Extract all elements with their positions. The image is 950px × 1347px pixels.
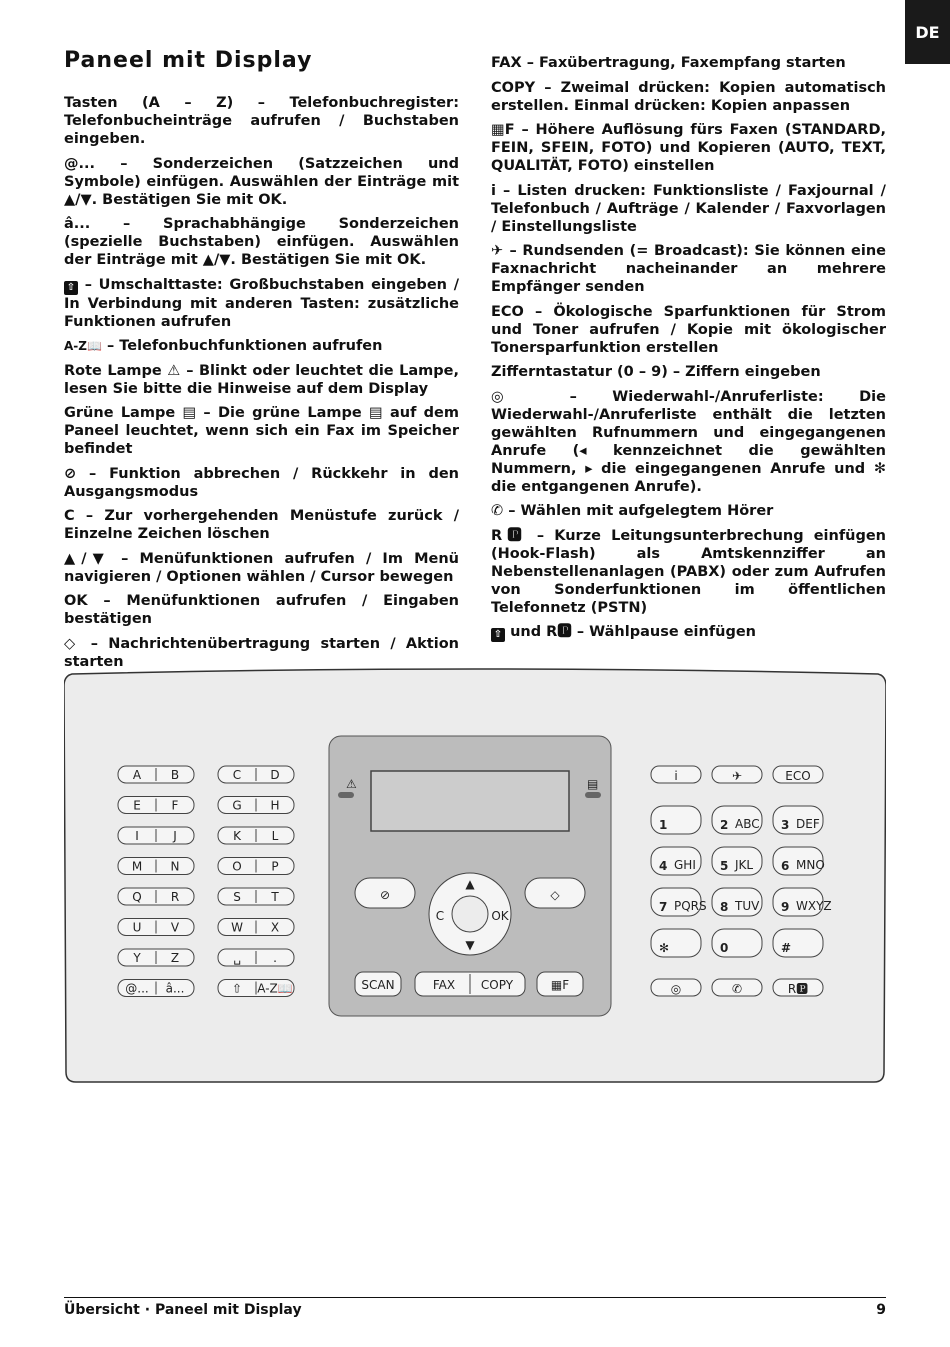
hook-desc: – Wählen mit aufgelegtem Hörer — [508, 503, 774, 519]
info-item — [491, 182, 886, 236]
digit-label: 8 — [720, 900, 729, 914]
shift-icon: ⇧ — [64, 281, 78, 295]
letter-key-label: F — [171, 798, 179, 813]
resolution-icon: ▦F — [491, 122, 515, 138]
letter-key-label: . — [273, 951, 277, 965]
letter-key-label: L — [271, 829, 279, 843]
stop-item — [64, 465, 459, 501]
umschalt-item — [64, 276, 459, 331]
letter-key-label: ⇧ — [231, 981, 243, 996]
resolution-label: ▦F — [550, 978, 570, 992]
start-item — [64, 635, 459, 671]
fax-label: FAX — [432, 978, 456, 992]
start-icon: ◇ — [64, 635, 81, 652]
green-lamp-icon: ▤ — [587, 777, 599, 791]
stop-desc: – Funktion abbrechen / Rückkehr in den Ausgangsmodus — [64, 465, 459, 500]
letter-key-label: @... — [125, 981, 149, 996]
digit-label: 7 — [659, 900, 668, 914]
letter-key-label: X — [270, 920, 280, 935]
broadcast-desc: – Rundsenden (= Broadcast): Sie können eine Faxnachricht nacheinander an mehrere Empfänger senden — [491, 243, 886, 295]
shift-icon: ⇧ — [491, 628, 505, 642]
letter-key-label: W — [231, 920, 243, 935]
nav-desc: ▲/▼ – Menüfunktionen aufrufen / Im Menü navigieren / Optionen wählen / Cursor bewegen — [64, 550, 459, 585]
scan-label: SCAN — [361, 978, 395, 992]
az-desc: – Telefonbuchfunktionen aufrufen — [106, 338, 383, 354]
letter-key-label: V — [170, 920, 180, 935]
fax-desc: FAX – Faxübertragung, Faxempfang starten — [491, 55, 846, 71]
letter-key-label: I — [135, 829, 139, 843]
ok-key-label: OK — [491, 909, 509, 923]
letter-key-label: Q — [132, 890, 142, 904]
red-lamp-icon: ⚠ — [346, 777, 357, 791]
down-arrow-icon: ▼ — [465, 938, 475, 952]
start-desc: – Nachrichtenübertragung starten / Aktion starten — [64, 635, 459, 670]
stop-icon: ⊘ — [64, 465, 77, 482]
res-item — [491, 121, 886, 175]
letter-key-label: K — [233, 829, 241, 843]
page-title: Paneel mit Display — [64, 48, 313, 73]
digit-label: 0 — [720, 941, 729, 955]
broadcast-icon: ✈ — [491, 243, 504, 259]
handset-icon: ✆ — [491, 503, 504, 519]
digit-letters: GHI — [674, 858, 696, 872]
page-number: 9 — [876, 1302, 886, 1318]
redial-item — [491, 388, 886, 496]
bottom-key-label: R🅿 — [787, 982, 809, 996]
gruene-desc: Grüne Lampe ▤ – Die grüne Lampe ▤ auf dem Paneel leuchtet, wenn sich ein Fax im Speicher befindet — [64, 405, 459, 457]
res-desc: – Höhere Auflösung fürs Faxen (STANDARD, FEIN, SFEIN, FOTO) und Kopieren (AUTO, TEXT, QUALITÄT, FOTO) einstellen — [491, 122, 886, 174]
redial-icon: ◎ — [491, 388, 535, 405]
r-desc: R🅿 – Kurze Leitungsunterbrechung einfügen (Hook-Flash) als Amtskennziffer an Nebenstellenanlagen (PABX) oder zum Aufrufen von Sonderfunktionen im öffentlichen Telefonnetz (PSTN) — [491, 527, 886, 616]
red-lamp — [338, 792, 354, 798]
function-key-label: ✈ — [731, 769, 743, 783]
letter-key-label: R — [170, 890, 180, 904]
info-icon: i — [491, 182, 496, 199]
broadcast-item — [491, 242, 886, 296]
start-icon: ◇ — [550, 888, 560, 902]
letter-key-label: M — [131, 859, 143, 874]
letter-key-label: Y — [133, 951, 141, 965]
copy-label: COPY — [480, 978, 514, 992]
green-lamp — [585, 792, 601, 798]
digit-label: ✻ — [659, 941, 670, 955]
digit-letters: JKL — [735, 858, 754, 872]
info-desc: – Listen drucken: Funktionsliste / Faxjournal / Telefonbuch / Aufträge / Kalender / Faxvorlagen / Einstellungsliste — [491, 182, 886, 235]
letter-key-label: A — [132, 768, 142, 782]
copy-desc: COPY – Zweimal drücken: Kopien automatisch erstellen. Einmal drücken: Kopien anpassen — [491, 79, 886, 114]
redial-desc: – Wiederwahl-/Anruferliste: Die Wiederwahl-/Anruferliste enthält die letzten gewählten Rufnummern und eingegangenen Anrufe (◂ kennzeichnet die gewählten Nummern, ▸ die eingegangenen Anrufe und ✻ die entgangenen Anrufe). — [491, 388, 886, 495]
rote-desc: Rote Lampe ⚠ – Blinkt oder leuchtet die Lampe, lesen Sie bitte die Hinweise auf dem Display — [64, 362, 459, 397]
letter-key-label: E — [133, 798, 141, 813]
letter-key-label: A-Z📖 — [257, 981, 293, 996]
digit-letters: ABC — [735, 817, 760, 831]
pause-desc: und R🅿 – Wählpause einfügen — [510, 624, 756, 640]
function-key-label: i — [674, 769, 678, 783]
digit-label: 4 — [659, 859, 668, 873]
digit-label: # — [781, 941, 792, 955]
c-key-label: C — [435, 909, 445, 923]
digit-letters: PQRS — [674, 899, 707, 913]
lcd-display — [371, 771, 569, 831]
left-column — [64, 94, 459, 677]
digit-label: 3 — [781, 818, 790, 832]
eco-desc: ECO – Ökologische Sparfunktionen für Strom und Toner aufrufen / Kopie mit ökologischer Tonersparfunktion erstellen — [491, 303, 886, 356]
letter-key-label: J — [173, 829, 177, 843]
az-book-icon: A-Z📖 — [64, 339, 102, 353]
hook-item — [491, 502, 886, 520]
pause-item — [491, 623, 886, 642]
language-tab: DE — [905, 0, 950, 64]
footer-divider — [64, 1297, 886, 1298]
tasten-desc: Tasten (A – Z) – Telefonbuchregister: Telefonbucheinträge aufrufen / Buchstaben eingeben. — [64, 95, 459, 147]
letter-key-label: H — [270, 798, 280, 813]
letter-key-label: G — [232, 798, 242, 813]
az-item — [64, 337, 459, 355]
digit-label: 9 — [781, 900, 790, 914]
letter-key-label: B — [170, 768, 180, 782]
digit-letters: MNO — [796, 858, 825, 872]
digit-label: 1 — [659, 818, 668, 832]
ziffern-desc: Zifferntastatur (0 – 9) – Ziffern eingeben — [491, 364, 821, 380]
footer-section: Übersicht · Paneel mit Display — [64, 1302, 302, 1318]
digit-label: 2 — [720, 818, 729, 832]
letter-key-label: U — [132, 920, 142, 935]
up-arrow-icon: ▲ — [465, 877, 475, 891]
stop-icon: ⊘ — [379, 888, 391, 902]
digit-label: 5 — [720, 859, 729, 873]
letter-key-label: S — [233, 890, 241, 904]
sprach-desc: â... – Sprachabhängige Sonderzeichen (spezielle Buchstaben) einfügen. Auswählen der Einträge mit ▲/▼. Bestätigen Sie mit OK. — [64, 216, 459, 268]
letter-key-label: O — [232, 859, 242, 874]
letter-key-label: P — [271, 859, 279, 874]
umschalt-desc: – Umschalttaste: Großbuchstaben eingeben / In Verbindung mit anderen Tasten: zusätzliche Funktionen aufrufen — [64, 276, 459, 330]
digit-letters: WXYZ — [796, 899, 832, 913]
letter-key-label: T — [271, 890, 279, 904]
control-panel-illustration — [64, 668, 886, 1088]
digit-letters: TUV — [735, 899, 760, 913]
digit-letters: DEF — [796, 817, 820, 831]
right-column — [491, 54, 886, 649]
nav-center — [452, 896, 488, 932]
ok-desc: OK – Menüfunktionen aufrufen / Eingaben bestätigen — [64, 593, 459, 627]
sonder-desc: @... – Sonderzeichen (Satzzeichen und Symbole) einfügen. Auswählen der Einträge mit ▲/▼. Bestätigen Sie mit OK. — [64, 155, 459, 208]
digit-label: 6 — [781, 859, 790, 873]
letter-key-label: D — [270, 768, 280, 782]
bottom-key-label: ✆ — [731, 982, 743, 996]
bottom-key-label: ◎ — [670, 982, 682, 996]
letter-key-label: N — [170, 859, 180, 874]
letter-key-label: ␣ — [233, 951, 241, 965]
c-desc: C – Zur vorhergehenden Menüstufe zurück / Einzelne Zeichen löschen — [64, 508, 459, 542]
letter-key-label: C — [232, 768, 242, 782]
function-key-label: ECO — [785, 769, 811, 783]
letter-key-label: â... — [165, 981, 185, 996]
letter-key-label: Z — [170, 951, 180, 965]
